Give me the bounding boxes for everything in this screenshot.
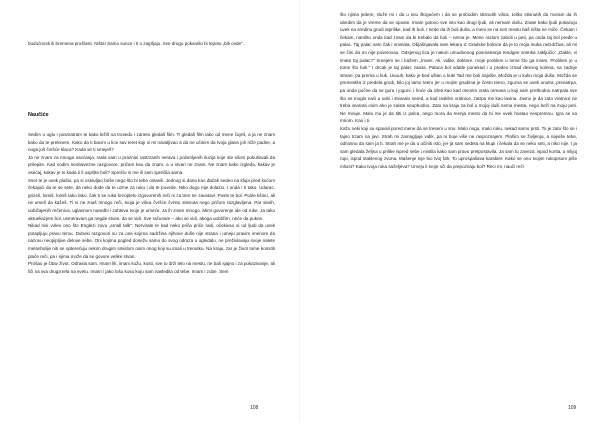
paragraph: Sedim u uglu i posmatram te kako ležiš na trosedu i zaneto gledaš film. Ti gledaš film iako od mene čuješ, a ja ne znam kako da te prekinem. Kako da ti bacim u lice sav teret koji si mi navaljivao a da ne učinim da tvoja glava još niže padne, a noga još čvršće klaca? Kada se ti smeješ? [28,132,275,153]
right-page [300,0,600,423]
intro-paragraph [28,40,275,48]
paragraph: Kažu neki koji su spavali pored mene da se tresem u snu. Malo nogu, malo ruku, nekad samo prsti. To je zato što se i tajno trzam na javi. Strah mi zamagljuje vidik, pa ni boje više ne raspoznajem. Plašim se življenja, a najviše tebe, odnosno da sam ja ti. Strah me je da u učiniti isto, jer ja sam sedela na klupi i čekala da se neko seti, a niko nije. I ja sam gledala željna u prilike ispred sebe i mislila kako sam pravo pretpostavila. Ja sam tu zaveza, ispod korita, u mlijoj rupi, ispod staklenog zvona. Mašenje nije bio tvoj fah. To uprospašava karakter. Kako se ono tvojim rukopisom piše mliost? Kako tvoja ruka saželjeva? Umeju li tvoje oči da prepoznaju bol? Reci mi, nauči reč! [340,125,577,169]
paragraph: što njima jedem, služe mi i da u snu škrgućem i da se probudim stisnutih vilica, toliko stisnutih da moram da ih ubedim da je vreme da se opuste. Imam gotovo sve isto kao drugi ljudi, ali nemam dušu. Znate kako ljudi pokazuju uvek na sredinu grudi otprilike, kad ih boli. I tvrde da ih boli duša, a meni se na tom mestu baš ništa ne miče. Čekam i čekam, naništo onda kad znam da bi trebalo da boli – nema je. Mene razlom zaboli u peti, pa onda taj bol pređe u palac. Taj palac sam čak i snimala. Objašnjavala sam lekaru iz Gradske bolnice da je to moja muka neizdrživa, ali mi se čini da mi nije poverovao. Odsjenog lica je nakon umudnenog posmatranja rendgen snimka zaključio: „Dakle, vi imate taj palac?" Smejem se i kažem „Imam. Ali, vidite, doktore, moje problem u tome što ga imam. Problem je u tome što boli." I drcak je taj palac zaista. Palaca bol odatle ponekad i u predeo iznad desnog kolena, sa zadnje strane, pa prema u kuk. Uuuuh, kako je bed ušlan u kuk! Tad me boli najviše. Možda je u kuku moja duša. Možda se premestila iz predela grudi, bilo joj tamo teero jer u mojim grudima je često teero, zguzva se uvek unutra, prenatrpa, pa onda počne da se gura i joguni, i hoće da izleti kao kad otvorim vrata ormana u koji sam prethodno natrpala sve što se moglo naći u sobi i stvaralo nered, a kad rasklim vratnice, zatrpa me kao lavina. Jasno je da zato vratnice ne treba otvarati osim ako je zaista neophodno. Zato na kraju za bol u mojoj duši nema mesta, nego beži na moju peti. Ne miruje. Malo mu je da titti iz palca, nego mora da menja mesto da bi me uvek hvatao nespremnu. Igra se sa mnom. Kao i ti. [340,12,577,124]
paragraph: Nikad nisi voleo ono što Englezi zovu „small talk". Nervirale te kad neko priča priče radi, očekivao si od ljudi da uvek potapljuju pravu temu. Duboki razgovori su za one kojima sadržina njihove duše nije strana i umeju pravim imenom da nazovu neopipljive delove sebe. Oni kojima pogled dosežu samo do svog odraza u ogledalu, ne preživlavaju svoje nalete melanholije niti se opterećuju nekim drugim smislom osim onog koji su imali u trenutku. Na kraju, zar je život tome koristiti plače reči, pa i njima može da se gоvore velike stvari. [28,223,275,259]
intro-text: budućnosti ili bremena prošlosti. Ništa! Samo sunce i ti u zagrljaju. Sve drugo pokvarilo bi lepotu „biti ovde". [28,41,244,46]
paragraph: Svet te je uvek plašio, pa si ostavljao briše nego što bi tebe ostavili. Jednog si dana kao đačak sedeo na klupi pred kućom čekajući da te se sete, da neko dođe da te uzme za ruku i da te povede. Niko dugo nije dolazio. I onda i ti tako. Udarac, grizeš, lomiš, lomiš tako lako, čak ti se ruka brzopleto izgovorenih reči ni za tren ne zaustavi. Posle te bol. Posle tišinu, ali ne umeš da kažeš. Ti ni ne znaš mnogo reči, tvoja je vilica čvršće čvrsto stisnuta nego pričom razglavljena. Par sitnih, uobičajenih rečenica, uglavnom naredbi i zahteva tvoje je umeće. Ja ih znam mnogo. Mimi govorenje ide od ruke. Ja tako aktueliazjem bol, usmeravam ga negde stvan, da se vidi. Sve računam – ako se vidi, akoga uobličim, neće da pukne. [28,177,275,221]
page-number-left: 108 [250,405,259,411]
chapter-heading: Naučiće [28,112,49,118]
page-number-right: 109 [568,405,577,411]
paragraph: Prošao je čitav život. Odrasla sam. Imam lik, imam kožu, kosti, sve to drži telo na mestu, ne baš sjajno i za pokazivanje, ali liči na sva druga tela na svetu. Imam i jako lošu kosu koju sam nasledila od tebe. Imam i zube. Sem [28,261,275,274]
right-body [340,11,577,170]
left-body [28,131,275,275]
paragraph: Ja ne znam za mnoga osećanja, rasla sam u praznini rastrzanih nerava i polomljenih iluzija koje ste silom pokušavali da prilepite. Kad vodim neobavezne razgovore, pričam kao da znam, a u stvari ne znam. Ne znam kako izgleda, kakav je osećaj, kakav je to kada ti li uspište boli? Sprečio si me ili sam sprečila sama. [28,154,275,175]
